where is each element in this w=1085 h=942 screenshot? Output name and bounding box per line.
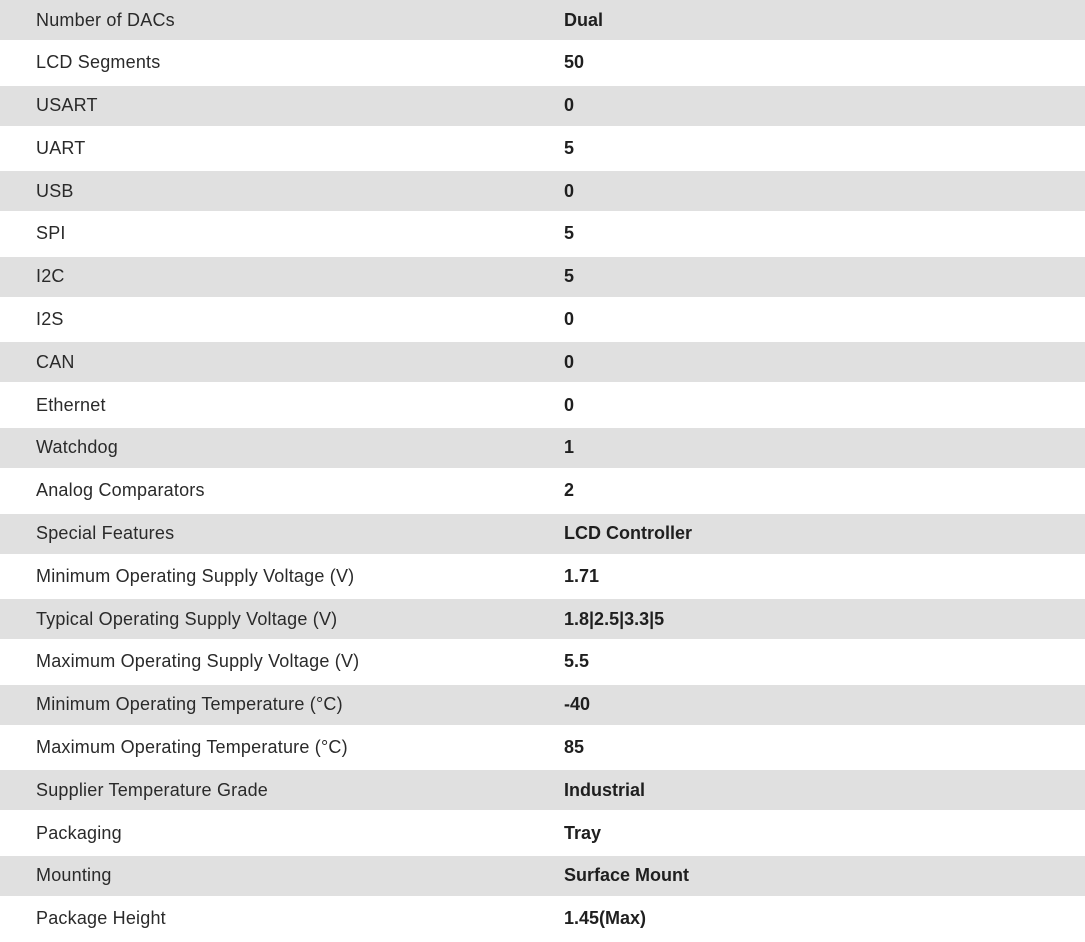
spec-value: Tray: [564, 822, 602, 843]
spec-row-mounting: [0, 856, 1085, 896]
spec-value: 85: [564, 737, 585, 758]
spec-value: Dual: [564, 9, 604, 30]
spec-label: I2S: [36, 309, 64, 330]
spec-label: Package Height: [36, 908, 166, 929]
spec-value: 1: [564, 437, 575, 458]
spec-value: 5: [564, 223, 575, 244]
spec-label: Typical Operating Supply Voltage (V): [36, 608, 338, 629]
spec-row-usart: [0, 86, 1085, 126]
spec-row-max-supply-voltage: [0, 639, 1085, 685]
spec-label: SPI: [36, 223, 66, 244]
spec-label: Watchdog: [36, 437, 118, 458]
spec-value: 1.71: [564, 565, 600, 586]
spec-value: 5: [564, 137, 575, 158]
spec-value: Surface Mount: [564, 865, 690, 886]
spec-row-usb: [0, 171, 1085, 211]
spec-row-ethernet: [0, 382, 1085, 428]
spec-label: Maximum Operating Temperature (°C): [36, 737, 348, 758]
spec-value: 1.45(Max): [564, 908, 647, 929]
spec-label: Supplier Temperature Grade: [36, 779, 268, 800]
spec-row-lcd-segments: [0, 40, 1085, 86]
spec-label: CAN: [36, 351, 75, 372]
spec-row-number-of-dacs: [0, 0, 1085, 40]
spec-row-temperature-grade: [0, 770, 1085, 810]
spec-label: Number of DACs: [36, 9, 175, 30]
spec-value: 0: [564, 180, 575, 201]
spec-value: 0: [564, 351, 575, 372]
spec-label: Minimum Operating Temperature (°C): [36, 694, 343, 715]
spec-label: Ethernet: [36, 394, 106, 415]
spec-value: 0: [564, 95, 575, 116]
spec-row-uart: [0, 126, 1085, 172]
spec-label: UART: [36, 137, 86, 158]
spec-value: -40: [564, 694, 591, 715]
spec-label: Analog Comparators: [36, 480, 205, 501]
spec-label: Maximum Operating Supply Voltage (V): [36, 651, 360, 672]
spec-value: Industrial: [564, 779, 646, 800]
spec-row-packaging: [0, 810, 1085, 856]
spec-row-special-features: [0, 514, 1085, 554]
spec-label: LCD Segments: [36, 52, 161, 73]
spec-row-typical-supply-voltage: [0, 599, 1085, 639]
spec-row-i2s: [0, 297, 1085, 343]
spec-label: Minimum Operating Supply Voltage (V): [36, 565, 355, 586]
spec-label: USART: [36, 95, 98, 116]
spec-row-min-supply-voltage: [0, 554, 1085, 600]
spec-row-min-temperature: [0, 685, 1085, 725]
spec-label: I2C: [36, 266, 65, 287]
spec-value: 50: [564, 52, 585, 73]
spec-row-watchdog: [0, 428, 1085, 468]
spec-row-max-temperature: [0, 725, 1085, 771]
spec-row-i2c: [0, 257, 1085, 297]
spec-row-analog-comparators: [0, 468, 1085, 514]
spec-value: 0: [564, 309, 575, 330]
spec-row-package-height: [0, 896, 1085, 942]
spec-value: 2: [564, 480, 575, 501]
spec-row-can: [0, 342, 1085, 382]
spec-row-spi: [0, 211, 1085, 257]
spec-value: 1.8|2.5|3.3|5: [564, 608, 665, 629]
spec-value: 0: [564, 394, 575, 415]
spec-value: 5.5: [564, 651, 590, 672]
spec-value: LCD Controller: [564, 523, 692, 544]
spec-value: 5: [564, 266, 575, 287]
spec-label: Special Features: [36, 523, 175, 544]
spec-label: Packaging: [36, 822, 122, 843]
spec-label: USB: [36, 180, 74, 201]
spec-label: Mounting: [36, 865, 112, 886]
